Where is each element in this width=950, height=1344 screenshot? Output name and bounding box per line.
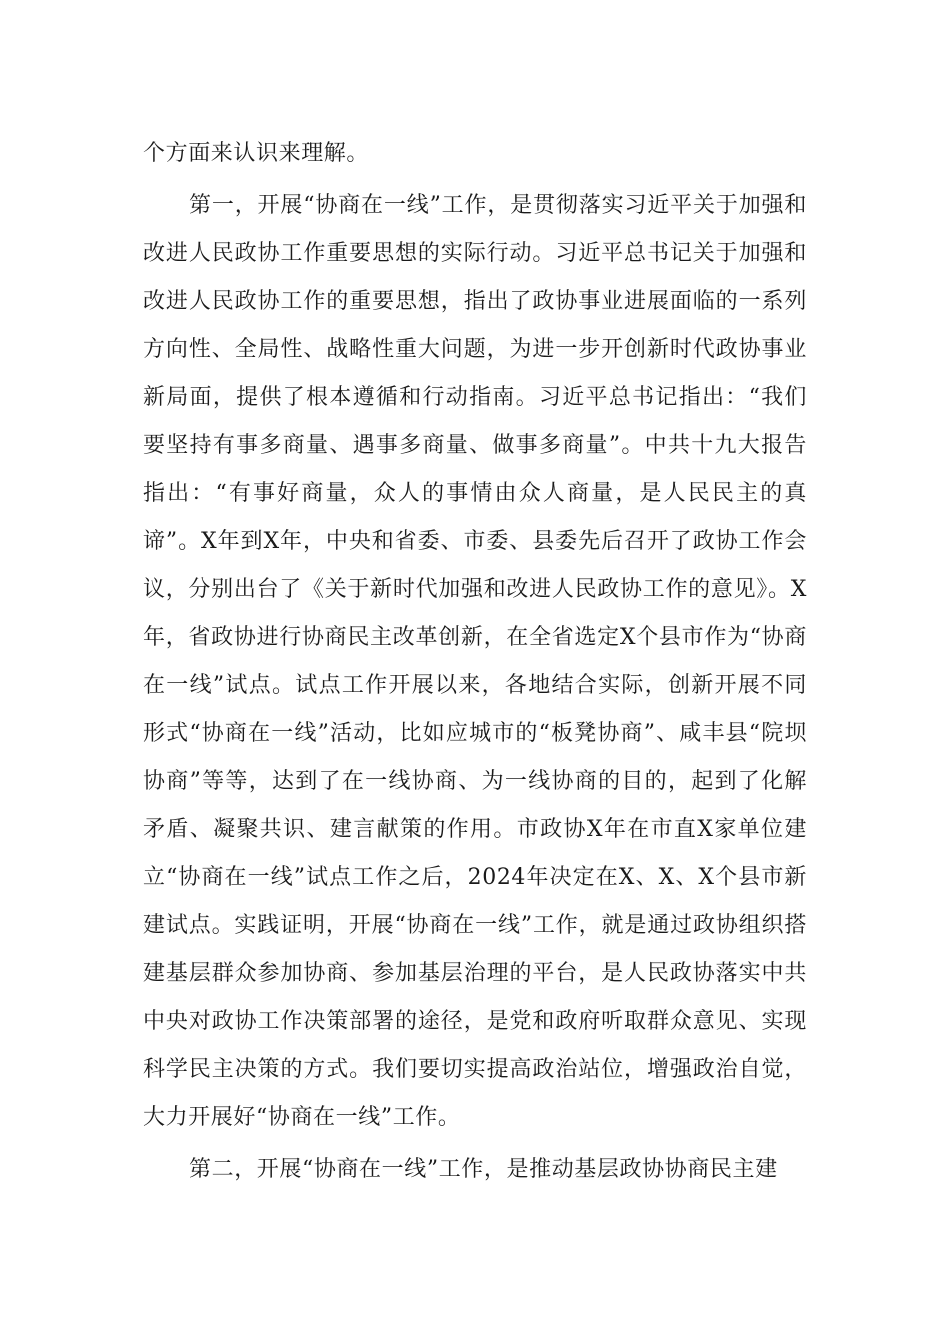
paragraph: 第二，开展“协商在一线”工作，是推动基层政协协商民主建	[189, 1157, 778, 1182]
document-body	[143, 130, 807, 1194]
paragraph: 个方面来认识来理解。	[143, 141, 370, 166]
paragraph: 第一，开展“协商在一线”工作，是贯彻落实习近平关于加强和改进人民政协工作重要思想的实际行动。习近平总书记关于加强和改进人民政协工作的重要思想，指出了政协事业进展面临的一系列方向性、全局性、战略性重大问题，为进一步开创新时代政协事业新局面，提供了根本遵循和行动指南。习近平总书记指出：“我们要坚持有事多商量、遇事多商量、做事多商量”。中共十九大报告指出：“有事好商量，众人的事情由众人商量，是人民民主的真谛”。X年到X年，中央和省委、市委、县委先后召开了政协工作会议，分别出台了《关于新时代加强和改进人民政协工作的意见》。X年，省政协进行协商民主改革创新，在全省选定X个县市作为“协商在一线”试点。试点工作开展以来，各地结合实际，创新开展不同形式“协商在一线”活动，比如应城市的“板凳协商”、咸丰县“院坝协商”等等，达到了在一线协商、为一线协商的目的，起到了化解矛盾、凝聚共识、建言献策的作用。市政协X年在市直X家单位建立“协商在一线”试点工作之后，2024年决定在X、X、X个县市新建试点。实践证明，开展“协商在一线”工作，就是通过政协组织搭建基层群众参加协商、参加基层治理的平台，是人民政协落实中共中央对政协工作决策部署的途径，是党和政府听取群众意见、实现科学民主决策的方式。我们要切实提高政治站位，增强政治自觉，大力开展好“协商在一线”工作。	[143, 193, 807, 1130]
